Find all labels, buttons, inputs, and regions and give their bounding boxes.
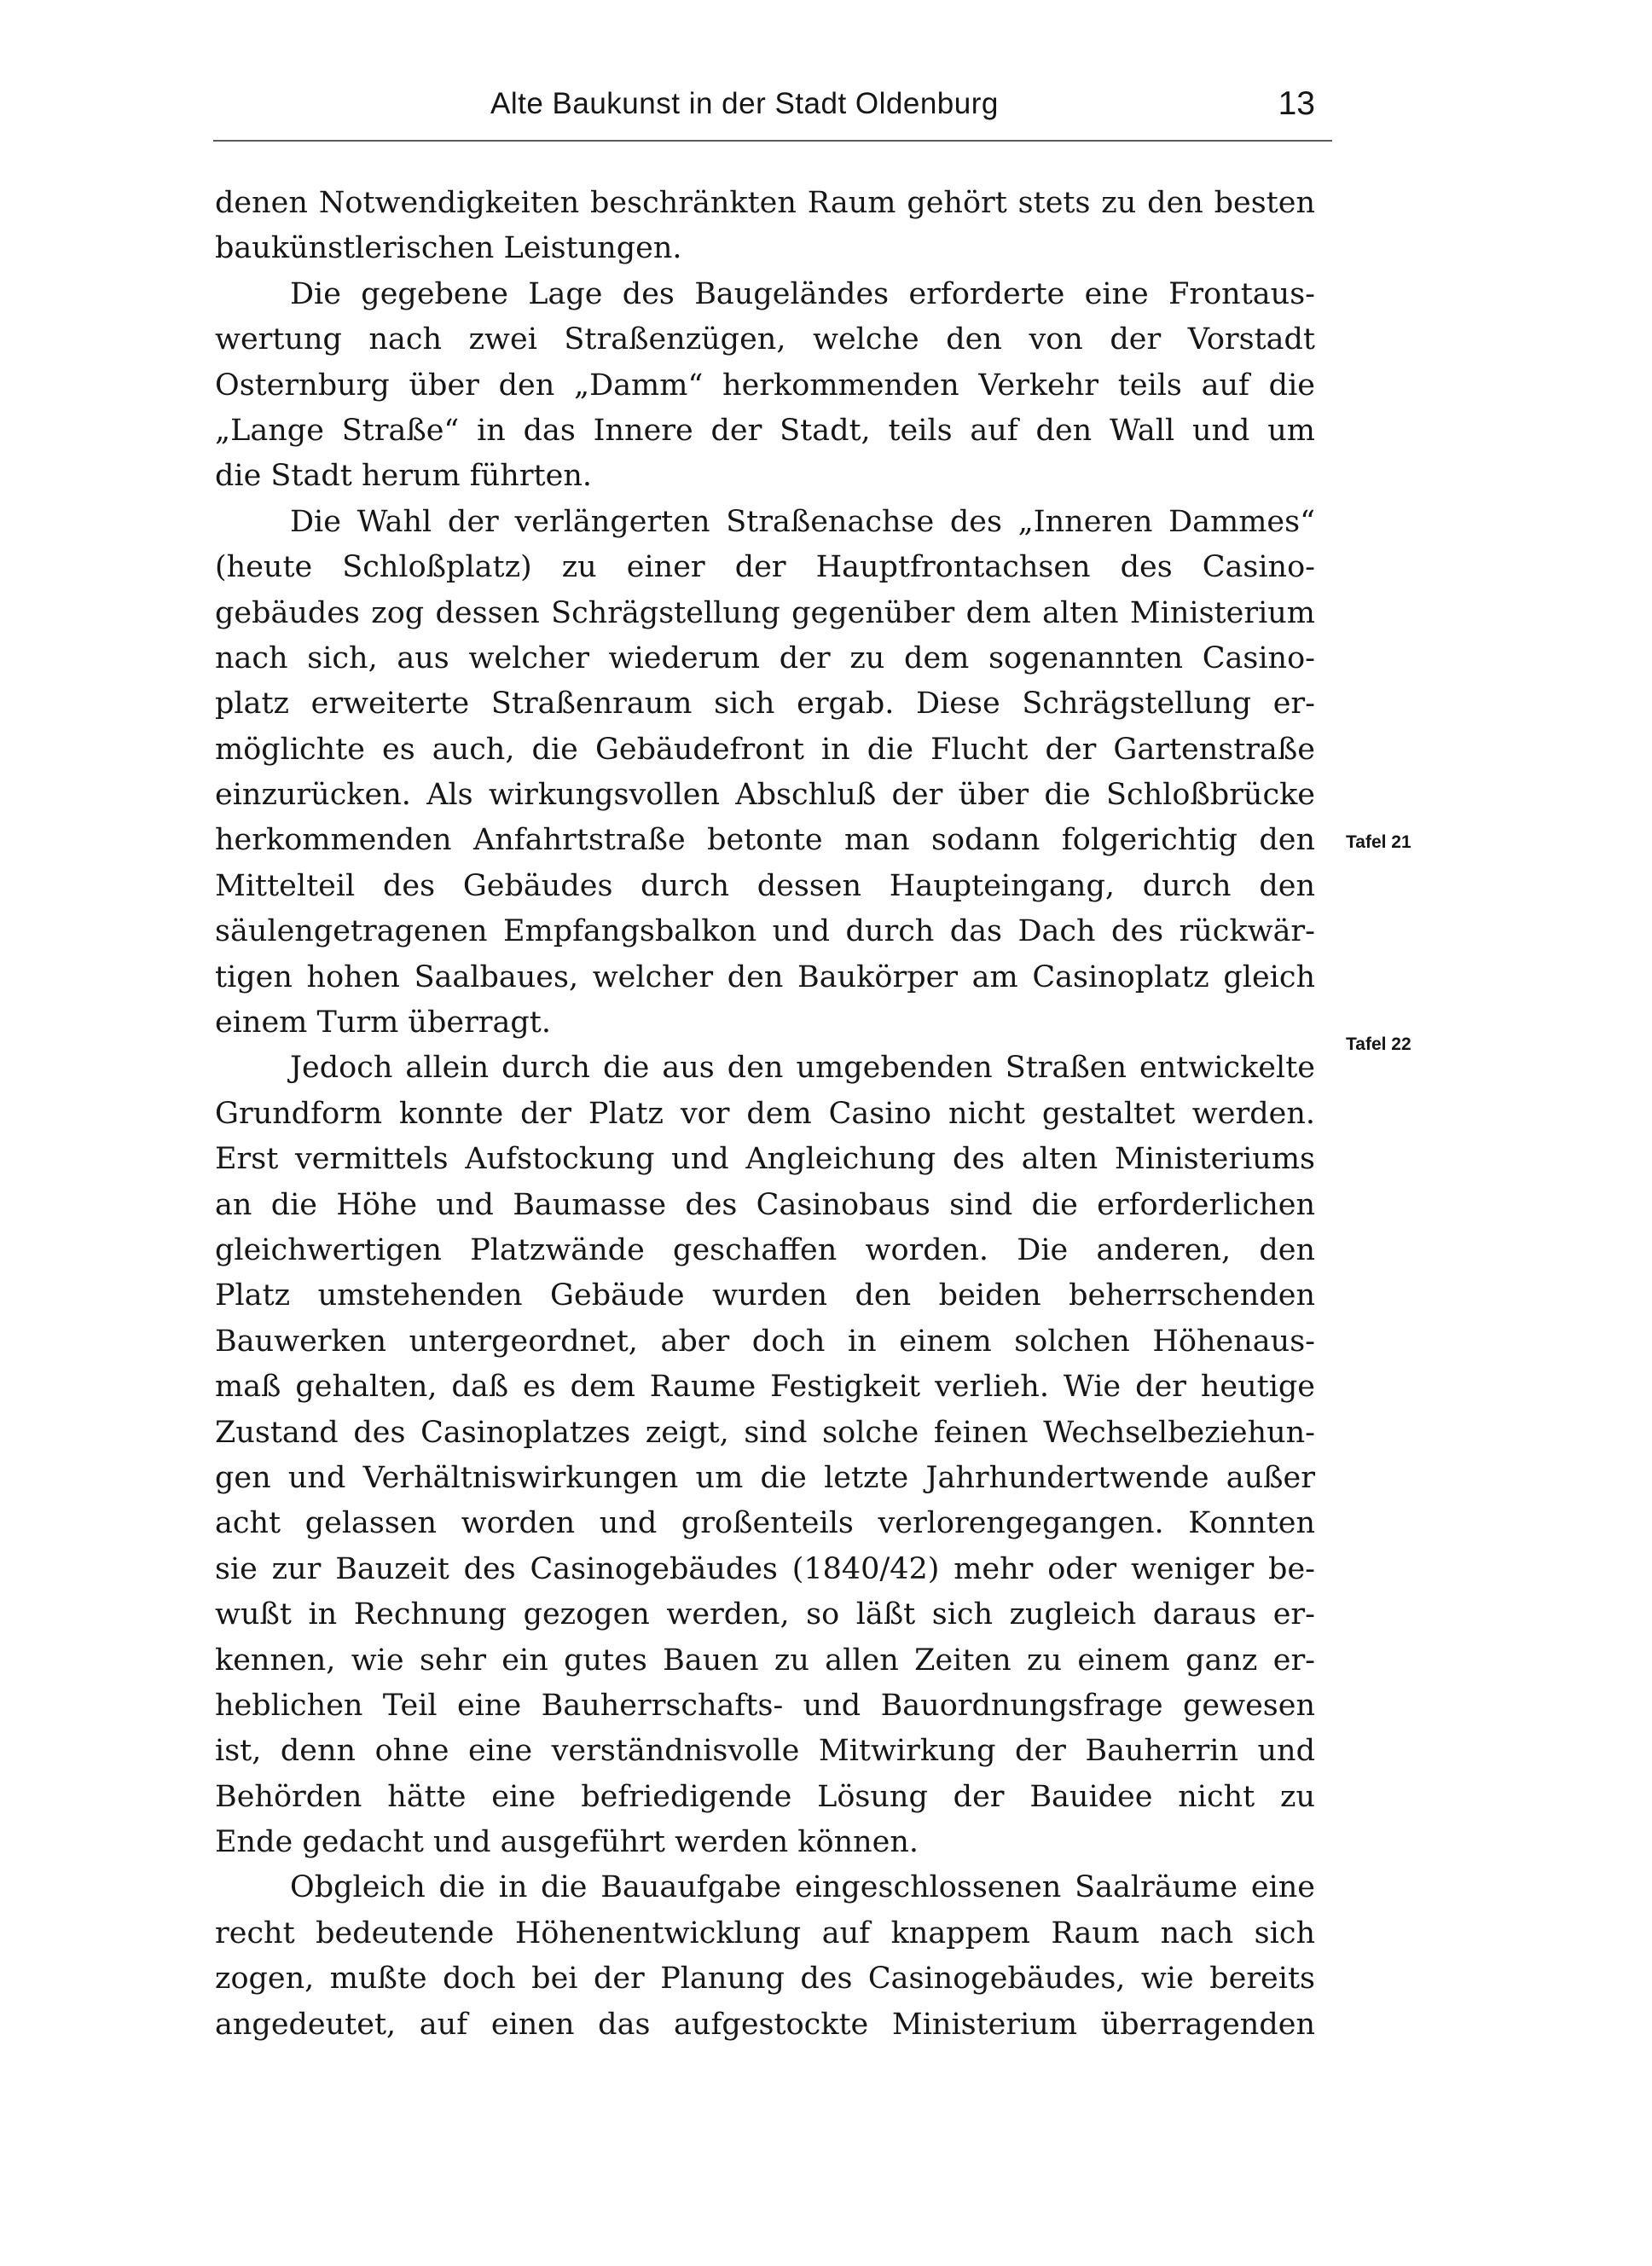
text-line: Behörden hätte eine befriedigende Lösung der Bauidee nicht zu [215,1779,1315,1814]
text-line: wertung nach zwei Straßenzügen, welche den von der Vorstadt [215,322,1315,357]
text-line: recht bedeutende Höhenentwicklung auf knappem Raum nach sich [215,1915,1315,1950]
margin-note-tafel-22: Tafel 22 [1346,1034,1411,1054]
text-line: (heute Schloßplatz) zu einer der Hauptfrontachsen des Casino- [215,550,1315,585]
text-line: ist, denn ohne eine verständnisvolle Mitwirkung der Bauherrin und [215,1734,1315,1769]
text-line: angedeutet, auf einen das aufgestockte Ministerium überragenden [215,2007,1315,2042]
running-title: Alte Baukunst in der Stadt Oldenburg [490,87,999,120]
text-line: Platz umstehenden Gebäude wurden den beiden beherrschenden [215,1278,1315,1313]
text-line: Die Wahl der verlängerten Straßenachse des „Inneren Dammes“ [290,504,1315,539]
text-line: sie zur Bauzeit des Casinogebäudes (1840/42) mehr oder weniger be- [215,1551,1315,1586]
text-line: tigen hohen Saalbaues, welcher den Baukörper am Casinoplatz gleich [215,959,1315,994]
text-line: gleichwertigen Platzwände geschaffen worden. Die anderen, den [215,1232,1315,1267]
text-line: platz erweiterte Straßenraum sich ergab. Diese Schrägstellung er- [215,687,1315,722]
text-line: möglichte es auch, die Gebäudefront in die Flucht der Gartenstraße [215,732,1315,767]
text-line: kennen, wie sehr ein gutes Bauen zu allen Zeiten zu einem ganz er- [215,1643,1315,1678]
text-line: denen Notwendigkeiten beschränkten Raum gehört stets zu den besten [215,186,1315,220]
text-line: gen und Verhältniswirkungen um die letzte Jahrhundertwende außer [215,1460,1315,1495]
text-line: heblichen Teil eine Bauherrschafts- und Bauordnungsfrage gewesen [215,1688,1315,1723]
running-header [213,82,1332,142]
text-line: gebäudes zog dessen Schrägstellung gegenüber dem alten Ministerium [215,595,1315,630]
text-line: „Lange Straße“ in das Innere der Stadt, teils auf den Wall und um [215,413,1315,448]
text-line: Osternburg über den „Damm“ herkommenden Verkehr teils auf die [215,368,1315,403]
margin-note-tafel-21: Tafel 21 [1346,832,1411,852]
text-line: Zustand des Casinoplatzes zeigt, sind solche feinen Wechselbeziehun- [215,1415,1315,1450]
text-line: Bauwerken untergeordnet, aber doch in einem solchen Höhenaus- [215,1324,1315,1359]
text-line: Mittelteil des Gebäudes durch dessen Haupteingang, durch den [215,868,1315,903]
text-line: acht gelassen worden und großenteils verlorengegangen. Konnten [215,1506,1315,1541]
text-line: herkommenden Anfahrtstraße betonte man sodann folgerichtig den [215,823,1315,858]
text-line: Jedoch allein durch die aus den umgebenden Straßen entwickelte [290,1051,1315,1086]
text-line: Ende gedacht und ausgeführt werden können. [215,1825,919,1860]
text-line: maß gehalten, daß es dem Raume Festigkeit verlieh. Wie der heutige [215,1370,1315,1405]
text-line: baukünstlerischen Leistungen. [215,231,682,266]
text-line: Die gegebene Lage des Baugeländes erforderte eine Frontaus- [290,276,1315,311]
text-line: Erst vermittels Aufstockung und Angleichung des alten Ministeriums [215,1142,1315,1177]
text-line: säulengetragenen Empfangsbalkon und durch das Dach des rückwär- [215,914,1315,949]
text-line: einzurücken. Als wirkungsvollen Abschluß der über die Schloßbrücke [215,778,1315,813]
page-number: 13 [1278,85,1315,122]
text-line: einem Turm überragt. [215,1006,551,1040]
text-line: Grundform konnte der Platz vor dem Casino nicht gestaltet werden. [215,1096,1315,1131]
text-line: nach sich, aus welcher wiederum der zu dem sogenannten Casino- [215,640,1315,675]
body-text [215,181,1315,2048]
text-line: Obgleich die in die Bauaufgabe eingeschlossenen Saalräume eine [290,1870,1315,1905]
text-line: zogen, mußte doch bei der Planung des Casinogebäudes, wie bereits [215,1962,1315,1997]
text-line: an die Höhe und Baumasse des Casinobaus sind die erforderlichen [215,1187,1315,1222]
text-line: die Stadt herum führten. [215,459,592,494]
text-line: wußt in Rechnung gezogen werden, so läßt sich zugleich daraus er- [215,1597,1315,1632]
